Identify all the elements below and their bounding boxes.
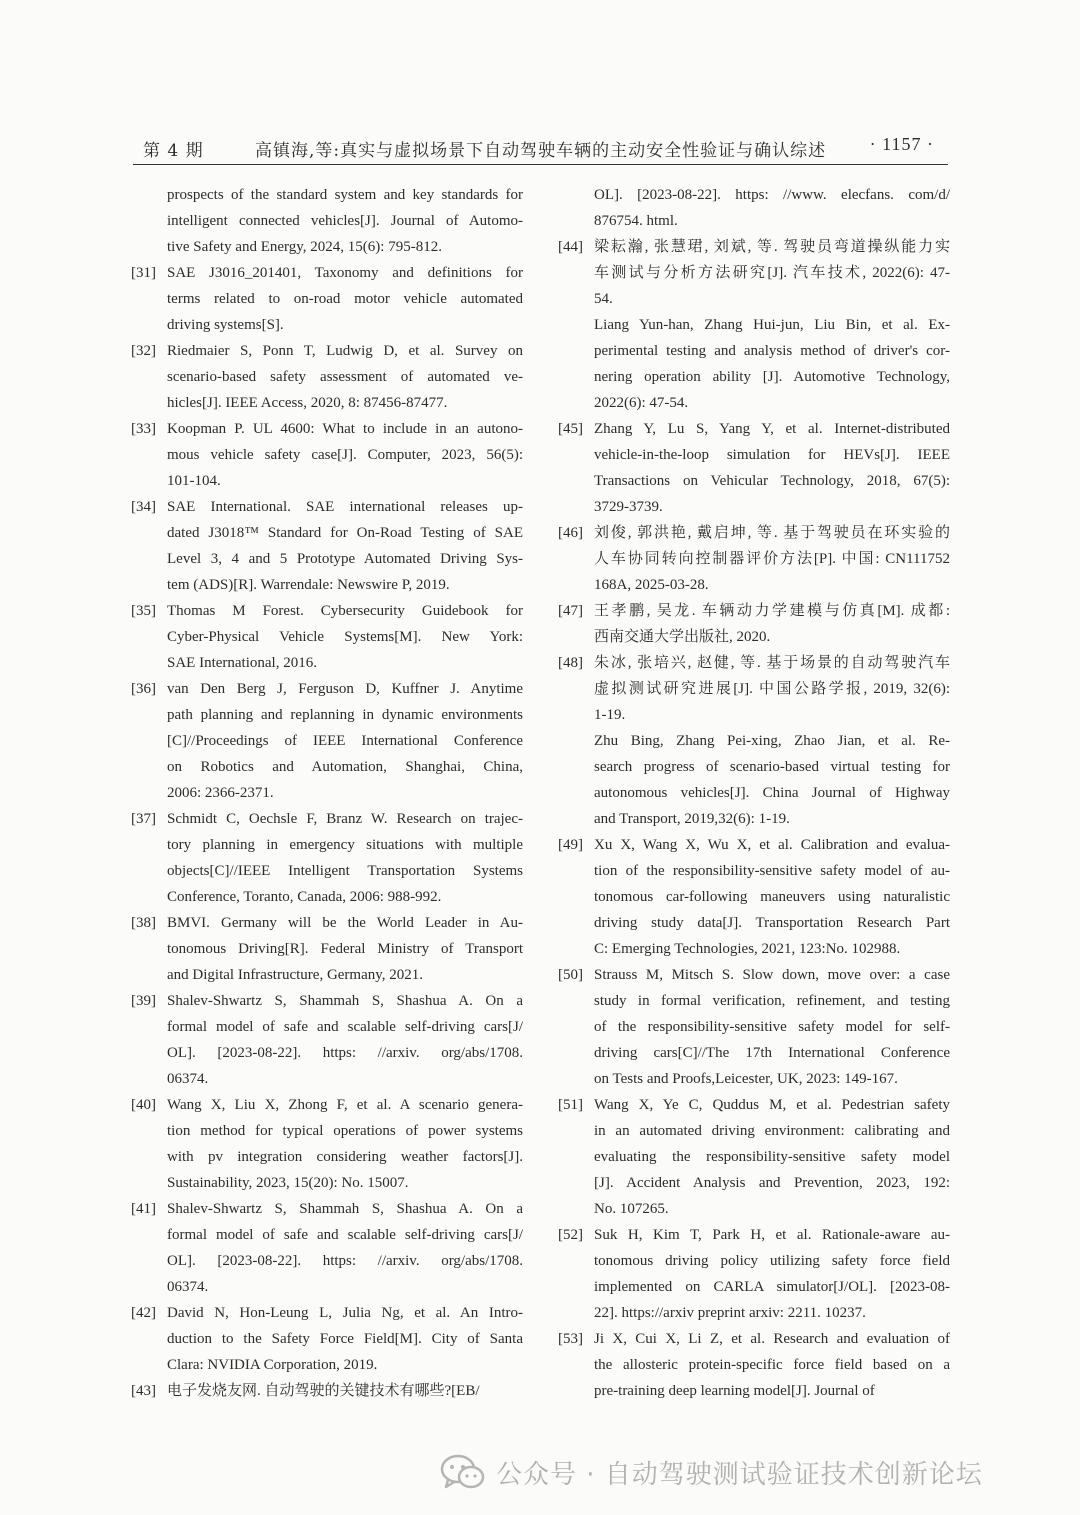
reference-number: [32] [131, 343, 156, 359]
reference-item [131, 338, 523, 416]
reference-line: tion of the responsibility-sensitive safety model of au- [594, 863, 950, 879]
reference-item [131, 598, 523, 676]
reference-line: study in formal verification, refinement, and testing [594, 993, 950, 1009]
reference-number: [34] [131, 499, 156, 515]
reference-item [558, 520, 950, 598]
reference-line: 101-104. [167, 473, 221, 489]
reference-item [558, 182, 950, 234]
reference-line: Suk H, Kim T, Park H, et al. Rationale-aware au- [594, 1227, 950, 1243]
reference-line: C: Emerging Technologies, 2021, 123:No. 102988. [594, 941, 901, 957]
reference-line: 168A, 2025-03-28. [594, 577, 709, 593]
reference-line: formal model of safe and scalable self-driving cars[J/ [167, 1227, 523, 1243]
reference-item [131, 1378, 523, 1404]
reference-line: tonomous Driving[R]. Federal Ministry of Transport [167, 941, 523, 957]
reference-line: Wang X, Liu X, Zhong F, et al. A scenario genera- [167, 1097, 523, 1113]
reference-number: [49] [558, 837, 583, 853]
reference-line: 人车协同转向控制器评价方法[P]. 中国: CN111752 [594, 551, 950, 567]
reference-number: [47] [558, 603, 583, 619]
reference-item [131, 494, 523, 598]
reference-line: Thomas M Forest. Cybersecurity Guidebook for [167, 603, 523, 619]
reference-line: Liang Yun-han, Zhang Hui-jun, Liu Bin, et al. Ex- [594, 317, 950, 333]
reference-item [131, 1092, 523, 1196]
reference-line: in an automated driving environment: calibrating and [594, 1123, 950, 1139]
reference-line: Zhu Bing, Zhang Pei-xing, Zhao Jian, et al. Re- [594, 733, 950, 749]
running-title: 高镇海,等:真实与虚拟场景下自动驾驶车辆的主动安全性验证与确认综述 [255, 141, 827, 161]
reference-number: [42] [131, 1305, 156, 1321]
reference-line: nering operation ability [J]. Automotive Technology, [594, 369, 950, 385]
reference-number: [41] [131, 1201, 156, 1217]
reference-line: terms related to on-road motor vehicle automated [167, 291, 523, 307]
reference-line: Riedmaier S, Ponn T, Ludwig D, et al. Survey on [167, 343, 523, 359]
reference-item [131, 1196, 523, 1300]
reference-line: [C]//Proceedings of IEEE International Conference [167, 733, 523, 749]
reference-line: SAE J3016_201401, Taxonomy and definitions for [167, 265, 523, 281]
reference-line: Wang X, Ye C, Quddus M, et al. Pedestrian safety [594, 1097, 950, 1113]
reference-line: perimental testing and analysis method of driver's cor- [594, 343, 950, 359]
reference-line: 刘俊, 郭洪艳, 戴启坤, 等. 基于驾驶员在环实验的 [594, 525, 950, 541]
reference-item [558, 416, 950, 520]
reference-number: [52] [558, 1227, 583, 1243]
reference-number: [36] [131, 681, 156, 697]
reference-line: 2006: 2366-2371. [167, 785, 274, 801]
reference-number: [51] [558, 1097, 583, 1113]
reference-item [558, 598, 950, 650]
reference-line: Ji X, Cui X, Li Z, et al. Research and evaluation of [594, 1331, 950, 1347]
reference-number: [40] [131, 1097, 156, 1113]
reference-line: autonomous vehicles[J]. China Journal of Highway [594, 785, 950, 801]
reference-line: and Transport, 2019,32(6): 1-19. [594, 811, 790, 827]
reference-line: driving study data[J]. Transportation Research Part [594, 915, 950, 931]
reference-line: 王孝鹏, 吴龙. 车辆动力学建模与仿真[M]. 成都: [594, 603, 950, 619]
reference-number: [48] [558, 655, 583, 671]
reference-line: Transactions on Vehicular Technology, 2018, 67(5): [594, 473, 950, 489]
reference-line: pre-training deep learning model[J]. Journal of [594, 1383, 875, 1399]
right-column [558, 182, 950, 1404]
reference-line: implemented on CARLA simulator[J/OL]. [2023-08- [594, 1279, 950, 1295]
reference-line: Xu X, Wang X, Wu X, et al. Calibration and evalua- [594, 837, 950, 853]
reference-line: Shalev-Shwartz S, Shammah S, Shashua A. On a [167, 993, 523, 1009]
reference-item [558, 962, 950, 1092]
reference-number: [37] [131, 811, 156, 827]
reference-line: Koopman P. UL 4600: What to include in an autono- [167, 421, 523, 437]
reference-line: dated J3018™ Standard for On-Road Testing of SAE [167, 525, 523, 541]
reference-line: with pv integration considering weather factors[J]. [167, 1149, 523, 1165]
reference-line: mous vehicle safety case[J]. Computer, 2023, 56(5): [167, 447, 523, 463]
reference-line: OL]. [2023-08-22]. https: //www. elecfans. com/d/ [594, 187, 950, 203]
reference-line: 3729-3739. [594, 499, 663, 515]
reference-line: David N, Hon-Leung L, Julia Ng, et al. An Intro- [167, 1305, 523, 1321]
reference-line: 梁耘瀚, 张慧珺, 刘斌, 等. 驾驶员弯道操纵能力实 [594, 239, 950, 255]
reference-line: Level 3, 4 and 5 Prototype Automated Driving Sys- [167, 551, 523, 567]
reference-line: prospects of the standard system and key standards for [167, 187, 523, 203]
running-header [133, 130, 948, 165]
reference-line: 朱冰, 张培兴, 赵健, 等. 基于场景的自动驾驶汽车 [594, 655, 950, 671]
reference-line: driving systems[S]. [167, 317, 284, 333]
reference-number: [39] [131, 993, 156, 1009]
reference-line: on Robotics and Automation, Shanghai, China, [167, 759, 523, 775]
reference-number: [31] [131, 265, 156, 281]
reference-line: 虚拟测试研究进展[J]. 中国公路学报, 2019, 32(6): [594, 681, 950, 697]
left-column [131, 182, 523, 1404]
reference-line: 2022(6): 47-54. [594, 395, 689, 411]
reference-item [131, 260, 523, 338]
reference-line: Conference, Toranto, Canada, 2006: 988-992. [167, 889, 442, 905]
reference-item [131, 676, 523, 806]
reference-line: of the responsibility-sensitive safety model for self- [594, 1019, 950, 1035]
reference-number: [50] [558, 967, 583, 983]
reference-line: SAE International, 2016. [167, 655, 317, 671]
reference-line: 电子发烧友网. 自动驾驶的关键技术有哪些?[EB/ [167, 1383, 480, 1399]
reference-line: formal model of safe and scalable self-driving cars[J/ [167, 1019, 523, 1035]
reference-number: [38] [131, 915, 156, 931]
reference-line: 西南交通大学出版社, 2020. [594, 629, 771, 645]
reference-item [558, 234, 950, 416]
reference-line: tem (ADS)[R]. Warrendale: Newswire P, 2019. [167, 577, 450, 593]
reference-line: path planning and replanning in dynamic environments [167, 707, 523, 723]
reference-number: [43] [131, 1383, 156, 1399]
issue-label: 第 4 期 [143, 141, 204, 161]
reference-line: Cyber-Physical Vehicle Systems[M]. New York: [167, 629, 523, 645]
reference-line: [J]. Accident Analysis and Prevention, 2023, 192: [594, 1175, 950, 1191]
reference-item [131, 182, 523, 260]
reference-line: scenario-based safety assessment of automated ve- [167, 369, 523, 385]
reference-line: BMVI. Germany will be the World Leader in Au- [167, 915, 523, 931]
reference-line: objects[C]//IEEE Intelligent Transportation Systems [167, 863, 523, 879]
reference-line: 54. [594, 291, 613, 307]
reference-item [558, 832, 950, 962]
reference-line: driving cars[C]//The 17th International Conference [594, 1045, 950, 1061]
watermark [440, 1450, 983, 1494]
reference-line: Schmidt C, Oechsle F, Branz W. Research on trajec- [167, 811, 523, 827]
reference-item [131, 988, 523, 1092]
reference-number: [46] [558, 525, 583, 541]
reference-item [131, 806, 523, 910]
reference-number: [35] [131, 603, 156, 619]
reference-line: No. 107265. [594, 1201, 669, 1217]
reference-item [131, 910, 523, 988]
reference-line: 06374. [167, 1279, 209, 1295]
reference-item [131, 416, 523, 494]
reference-line: and Digital Infrastructure, Germany, 2021. [167, 967, 424, 983]
reference-line: evaluating the responsibility-sensitive safety model [594, 1149, 950, 1165]
reference-line: Shalev-Shwartz S, Shammah S, Shashua A. On a [167, 1201, 523, 1217]
reference-line: SAE International. SAE international releases up- [167, 499, 523, 515]
reference-line: 1-19. [594, 707, 626, 723]
reference-item [131, 1300, 523, 1378]
reference-line: 22]. https://arxiv preprint arxiv: 2211. 10237. [594, 1305, 866, 1321]
reference-line: tonomous car-following maneuvers using naturalistic [594, 889, 950, 905]
reference-line: intelligent connected vehicles[J]. Journal of Automo- [167, 213, 523, 229]
reference-line: hicles[J]. IEEE Access, 2020, 8: 87456-87477. [167, 395, 448, 411]
reference-number: [33] [131, 421, 156, 437]
reference-number: [45] [558, 421, 583, 437]
reference-item [558, 1092, 950, 1222]
reference-line: on Tests and Proofs,Leicester, UK, 2023: 149-167. [594, 1071, 898, 1087]
watermark-text: 公众号 · 自动驾驶测试验证技术创新论坛 [496, 1459, 983, 1490]
reference-line: Zhang Y, Lu S, Yang Y, et al. Internet-distributed [594, 421, 950, 437]
reference-line: tive Safety and Energy, 2024, 15(6): 795-812. [167, 239, 442, 255]
reference-line: OL]. [2023-08-22]. https: //arxiv. org/abs/1708. [167, 1045, 523, 1061]
reference-line: tonomous driving policy utilizing safety force field [594, 1253, 950, 1269]
reference-line: van Den Berg J, Ferguson D, Kuffner J. Anytime [167, 681, 523, 697]
reference-line: OL]. [2023-08-22]. https: //arxiv. org/abs/1708. [167, 1253, 523, 1269]
reference-line: Strauss M, Mitsch S. Slow down, move over: a case [594, 967, 950, 983]
reference-line: Clara: NVIDIA Corporation, 2019. [167, 1357, 378, 1373]
reference-line: 06374. [167, 1071, 209, 1087]
reference-line: Sustainability, 2023, 15(20): No. 15007. [167, 1175, 409, 1191]
reference-line: tion method for typical operations of power systems [167, 1123, 523, 1139]
reference-item [558, 650, 950, 832]
reference-number: [44] [558, 239, 583, 255]
reference-line: 876754. html. [594, 213, 678, 229]
reference-line: duction to the Safety Force Field[M]. City of Santa [167, 1331, 523, 1347]
wechat-icon [440, 1454, 486, 1490]
reference-line: the allosteric protein-specific force field based on a [594, 1357, 950, 1373]
reference-item [558, 1222, 950, 1326]
reference-line: vehicle-in-the-loop simulation for HEVs[J]. IEEE [594, 447, 950, 463]
reference-number: [53] [558, 1331, 583, 1347]
reference-line: tory planning in emergency situations with multiple [167, 837, 523, 853]
page-number: · 1157 · [869, 134, 934, 154]
reference-item [558, 1326, 950, 1404]
reference-line: 车测试与分析方法研究[J]. 汽车技术, 2022(6): 47- [594, 265, 950, 281]
reference-line: search progress of scenario-based virtual testing for [594, 759, 950, 775]
